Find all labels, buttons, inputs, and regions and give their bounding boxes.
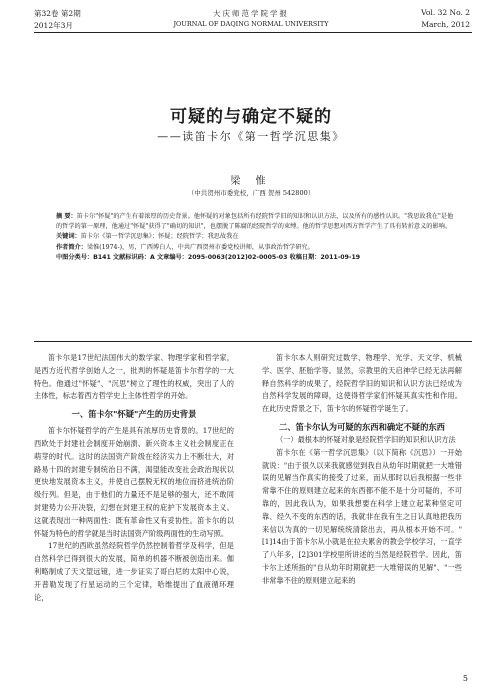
- abstract-block: [56, 212, 456, 263]
- right-paragraph-2: 笛卡尔在《第一哲学沉思集》（以下简称《沉思》）一开始就说："由于很久以来我就感觉到我自从幼年时期就把一大堆错误的见解当作真实的接受了过来，而从那时以后我根据一些非常靠不住的原则建立起来的东西都不能不是十分可疑的，不可靠的，因此我认为，如果我想要在科学上建立起某种坚定可靠、经久不变的东西的话，我就非在我有生之日认真地把我历来信以为真的一切见解统统清除出去，再从根本开始不可。"[1]14由于笛卡尔从小就是在拉夫累舍的教会学校学习，一直学了八年多，[2]301学校里所讲述的当然是经院哲学。因此，笛卡尔上述所指的"自从幼年时期就把一大堆错误的见解"、"一些非常靠不住的原则建立起来的: [262, 447, 462, 585]
- keywords-text: 笛卡尔《第一哲学沉思集》；怀疑；经院哲学；我思故我在: [80, 233, 239, 241]
- meta-rule: [34, 341, 472, 342]
- keywords: [56, 232, 456, 242]
- left-paragraph-1: 笛卡尔是17世纪法国伟大的数学家、物理学家和哲学家，是西方近代哲学创始人之一，批判的怀疑是笛卡尔哲学的一大特色。他通过"怀疑"、"沉思"树立了理性的权威，突出了人的主体性，标志着西方哲学史上主体性哲学的开始。: [34, 353, 234, 401]
- left-paragraph-2: 笛卡尔怀疑哲学的产生是具有浓厚历史背景的。17世纪的西欧处于封建社会制度开始崩溃、新兴资本主义社会制度正在萌芽的时代。这时的法国资产阶级在经济实力上不断壮大，对路易十四的封建专制统治日不满，渴望能改变社会政治现状以更快地发展资本主义，并使自己摆脱无权的地位而挤进统治阶级行列。但是，由于他们的力量还不是足够的强大，还不敢同封建势力公开决裂，幻想在封建王权的庇护下发展资本主义。这就表现出一种两面性：既有革命性又有妥协性。笛卡尔的以怀疑为特色的哲学就是当时法国资产阶级两面性的生动写照。: [34, 426, 234, 538]
- author-bio-text: 梁惟(1974-)，男，广西博白人，中共广西贺州市委党校讲师，从事政治哲学研究。: [86, 243, 314, 251]
- volume-issue-cn: 第32卷 第2期: [34, 9, 81, 18]
- author-name: 梁 惟: [230, 176, 272, 187]
- date-en: March, 2012: [421, 20, 470, 29]
- left-paragraph-3: 17世纪的西欧虽然经院哲学仍然控制着哲学及科学，但是自然科学已得到很大的发展，简单的机器不断被创造出来。伽利略制成了天文望远镜，进一步证实了哥白尼的太阳中心说，开普勒发现了行星运动的三个定律，哈维提出了血液循环理论，: [34, 541, 234, 602]
- classification-line: [56, 253, 456, 263]
- subsection-heading-1: （一）最根本的怀疑对象是经院哲学旧的知识和认识方法: [276, 434, 456, 444]
- abstract: [56, 212, 456, 232]
- section-heading-2: 二、笛卡尔认为可疑的东西和确定不疑的东西: [279, 421, 445, 432]
- page-number: 5: [462, 674, 468, 683]
- article-title: 可疑的与确定不疑的: [170, 107, 332, 127]
- journal-name-cn: 大庆师范学院学报: [213, 9, 289, 18]
- right-paragraph-1: 笛卡尔本人则研究过数学、物理学、光学、天文学、机械学、医学、胚胎学等。显然，宗教里的天启神学已经无法再解释自然科学的成果了，经院哲学旧的知识和认识方法已经成为自然科学发展的障碍，这使得哲学家们怀疑其真实性和作用。在此历史背景之下，笛卡尔的怀疑哲学诞生了。: [262, 353, 462, 414]
- author-bio-label: 作者简介：: [56, 243, 87, 251]
- author-affiliation: （中共贺州市委党校，广西 贺州 542800）: [187, 189, 315, 197]
- volume-issue-en: Vol. 32 No. 2: [421, 8, 470, 17]
- section-heading-1: 一、笛卡尔"怀疑"产生的历史背景: [71, 409, 197, 420]
- abstract-label: 摘 要：: [56, 213, 77, 220]
- author-bio: [56, 243, 456, 253]
- left-column: [34, 352, 234, 604]
- classification-text: 中图分类号：B141 文献标识码：A 文章编号：2095-0063(2012)02-0005-03 收稿日期：2011-09-19: [56, 253, 361, 261]
- journal-name-en: JOURNAL OF DAQING NORMAL UNIVERSITY: [173, 20, 329, 28]
- header-rule: [34, 32, 472, 33]
- date-cn: 2012年3月: [34, 21, 73, 30]
- right-column: [262, 352, 462, 588]
- article-subtitle: ——读笛卡尔《第一哲学沉思集》: [157, 130, 345, 143]
- abstract-text: 笛卡尔"怀疑"的产生有着浓厚的历史背景。他怀疑的对象包括所有经院哲学旧的知识和认识方法，以及所有的感性认识。"我思故我在"是他的哲学的第一原理，他通过"怀疑"获得了"确切的知识"，也摆脱了陈腐的经院哲学的束缚。他的哲学思想对西方哲学产生了具有转折意义的影响。: [56, 213, 454, 231]
- keywords-label: 关键词：: [56, 233, 81, 241]
